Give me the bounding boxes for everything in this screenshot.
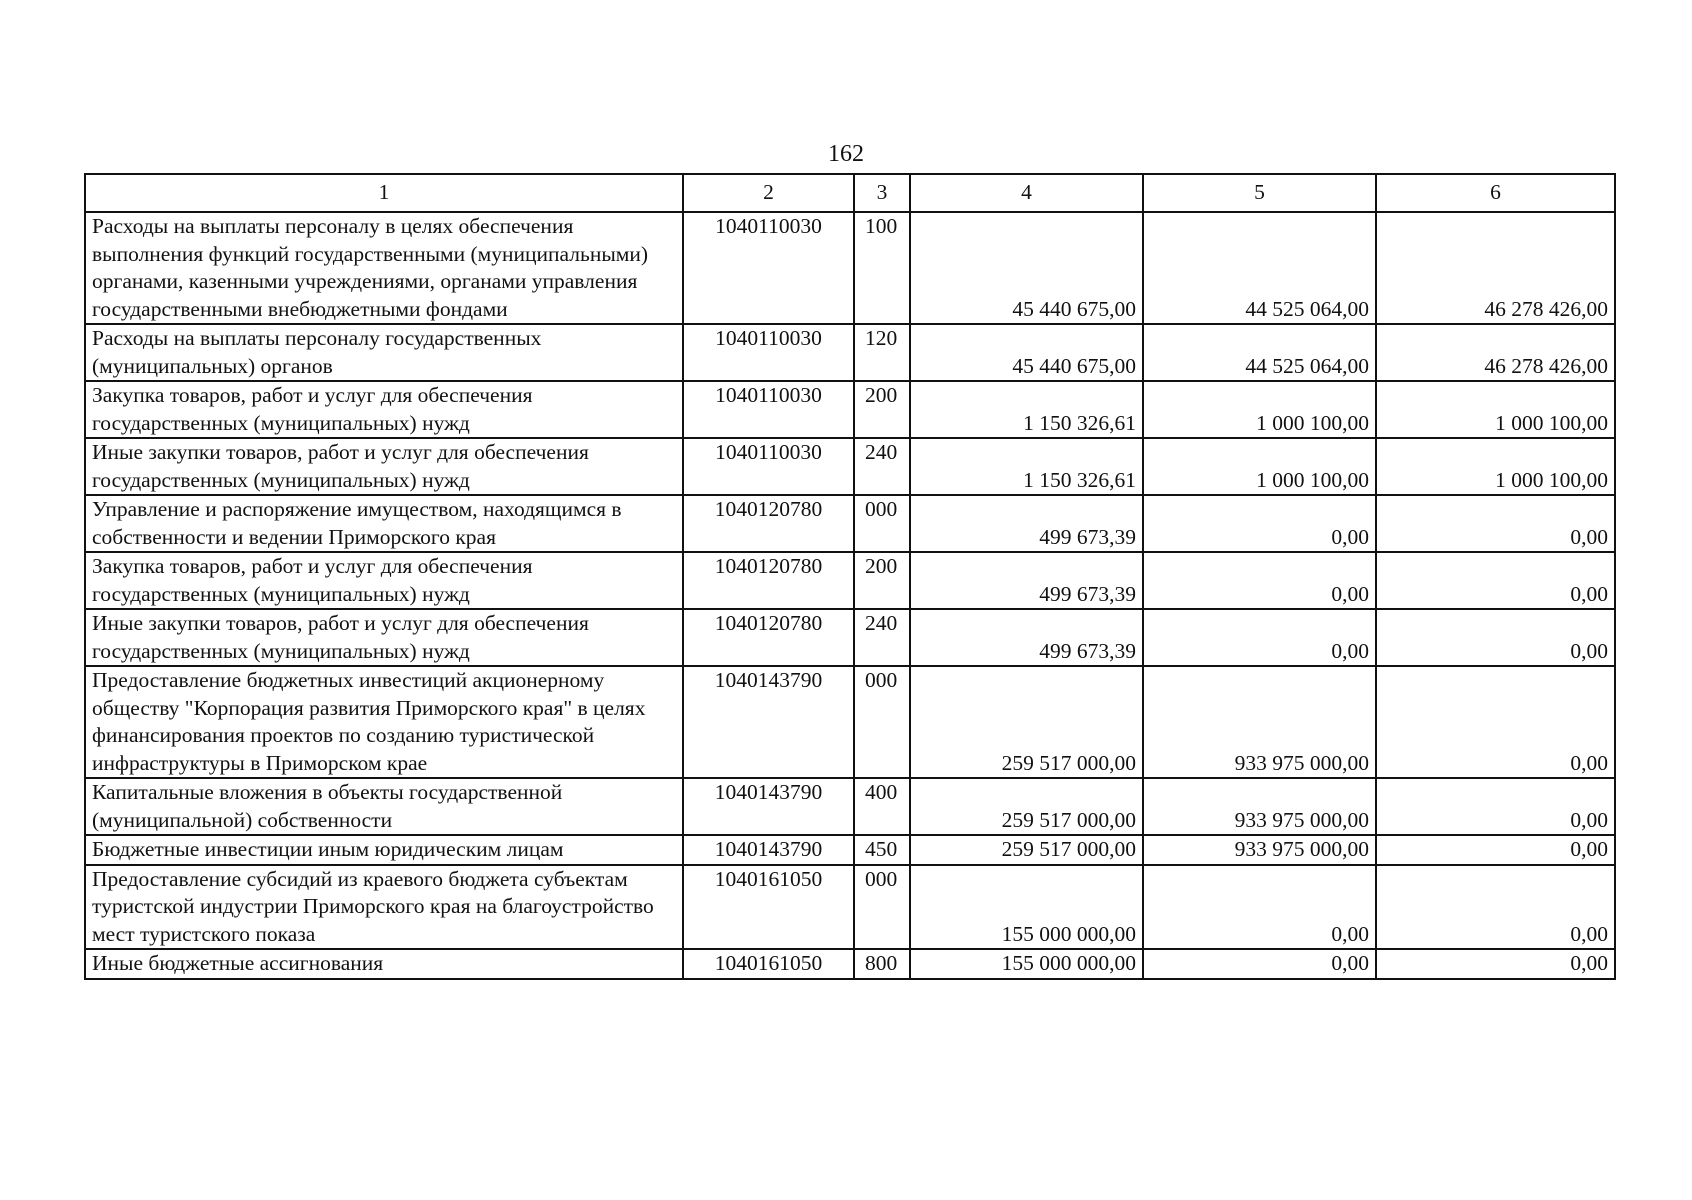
amount-col-6: 0,00	[1376, 609, 1615, 666]
amount-col-5: 1 000 100,00	[1143, 381, 1376, 438]
amount-col-6: 0,00	[1376, 949, 1615, 979]
expense-name: Иные закупки товаров, работ и услуг для обеспечения государственных (муниципальных) нужд	[85, 438, 683, 495]
expense-name: Предоставление бюджетных инвестиций акционерному обществу "Корпорация развития Приморского края" в целях финансирования проектов по созданию туристической инфраструктуры в Приморском крае	[85, 666, 683, 778]
expense-name: Расходы на выплаты персоналу в целях обеспечения выполнения функций государственными (муниципальными) органами, казенными учреждениями, органами управления государственными внебюджетными фондами	[85, 212, 683, 324]
target-code: 1040110030	[683, 324, 854, 381]
target-code: 1040143790	[683, 666, 854, 778]
target-code: 1040120780	[683, 552, 854, 609]
expense-name: Расходы на выплаты персоналу государственных (муниципальных) органов	[85, 324, 683, 381]
amount-col-4: 155 000 000,00	[910, 865, 1143, 950]
expense-name: Предоставление субсидий из краевого бюджета субъектам туристской индустрии Приморского края на благоустройство мест туристского показа	[85, 865, 683, 950]
amount-col-4: 1 150 326,61	[910, 438, 1143, 495]
table-row	[85, 666, 1615, 778]
amount-col-5: 933 975 000,00	[1143, 778, 1376, 835]
table-row	[85, 324, 1615, 381]
expense-name: Бюджетные инвестиции иным юридическим лицам	[85, 835, 683, 865]
amount-col-6: 1 000 100,00	[1376, 438, 1615, 495]
table-row	[85, 949, 1615, 979]
amount-col-4: 155 000 000,00	[910, 949, 1143, 979]
table-row	[85, 778, 1615, 835]
expense-type-code: 200	[854, 552, 910, 609]
header-cell: 1	[85, 174, 683, 212]
amount-col-6: 46 278 426,00	[1376, 324, 1615, 381]
target-code: 1040143790	[683, 835, 854, 865]
expense-type-code: 400	[854, 778, 910, 835]
header-cell: 6	[1376, 174, 1615, 212]
expense-type-code: 000	[854, 865, 910, 950]
amount-col-4: 1 150 326,61	[910, 381, 1143, 438]
amount-col-5: 0,00	[1143, 865, 1376, 950]
expense-type-code: 450	[854, 835, 910, 865]
amount-col-6: 46 278 426,00	[1376, 212, 1615, 324]
amount-col-4: 499 673,39	[910, 552, 1143, 609]
expense-name: Иные закупки товаров, работ и услуг для обеспечения государственных (муниципальных) нужд	[85, 609, 683, 666]
expense-name: Закупка товаров, работ и услуг для обеспечения государственных (муниципальных) нужд	[85, 381, 683, 438]
target-code: 1040120780	[683, 495, 854, 552]
expense-type-code: 200	[854, 381, 910, 438]
target-code: 1040110030	[683, 438, 854, 495]
table-row	[85, 212, 1615, 324]
amount-col-5: 44 525 064,00	[1143, 324, 1376, 381]
amount-col-4: 259 517 000,00	[910, 778, 1143, 835]
page-number: 162	[828, 141, 864, 167]
amount-col-6: 0,00	[1376, 778, 1615, 835]
amount-col-5: 1 000 100,00	[1143, 438, 1376, 495]
table-row	[85, 381, 1615, 438]
target-code: 1040110030	[683, 212, 854, 324]
header-cell: 3	[854, 174, 910, 212]
expense-type-code: 800	[854, 949, 910, 979]
amount-col-6: 0,00	[1376, 666, 1615, 778]
amount-col-5: 0,00	[1143, 495, 1376, 552]
target-code: 1040161050	[683, 865, 854, 950]
expense-type-code: 120	[854, 324, 910, 381]
amount-col-4: 259 517 000,00	[910, 666, 1143, 778]
expense-name: Иные бюджетные ассигнования	[85, 949, 683, 979]
expense-type-code: 100	[854, 212, 910, 324]
amount-col-4: 259 517 000,00	[910, 835, 1143, 865]
expense-type-code: 000	[854, 666, 910, 778]
amount-col-6: 0,00	[1376, 865, 1615, 950]
amount-col-4: 499 673,39	[910, 495, 1143, 552]
expense-type-code: 000	[854, 495, 910, 552]
expense-name: Закупка товаров, работ и услуг для обеспечения государственных (муниципальных) нужд	[85, 552, 683, 609]
table-row	[85, 609, 1615, 666]
header-cell: 5	[1143, 174, 1376, 212]
target-code: 1040120780	[683, 609, 854, 666]
amount-col-5: 0,00	[1143, 552, 1376, 609]
budget-table	[84, 173, 1616, 980]
amount-col-6: 0,00	[1376, 495, 1615, 552]
target-code: 1040161050	[683, 949, 854, 979]
amount-col-6: 1 000 100,00	[1376, 381, 1615, 438]
amount-col-5: 0,00	[1143, 949, 1376, 979]
target-code: 1040143790	[683, 778, 854, 835]
expense-type-code: 240	[854, 609, 910, 666]
expense-name: Управление и распоряжение имуществом, находящимся в собственности и ведении Приморского края	[85, 495, 683, 552]
amount-col-6: 0,00	[1376, 835, 1615, 865]
header-cell: 2	[683, 174, 854, 212]
amount-col-5: 0,00	[1143, 609, 1376, 666]
amount-col-6: 0,00	[1376, 552, 1615, 609]
header-cell: 4	[910, 174, 1143, 212]
table-row	[85, 438, 1615, 495]
amount-col-5: 933 975 000,00	[1143, 666, 1376, 778]
expense-name: Капитальные вложения в объекты государственной (муниципальной) собственности	[85, 778, 683, 835]
target-code: 1040110030	[683, 381, 854, 438]
table-row	[85, 865, 1615, 950]
amount-col-4: 45 440 675,00	[910, 324, 1143, 381]
table-row	[85, 552, 1615, 609]
amount-col-5: 933 975 000,00	[1143, 835, 1376, 865]
table-row	[85, 835, 1615, 865]
expense-type-code: 240	[854, 438, 910, 495]
amount-col-5: 44 525 064,00	[1143, 212, 1376, 324]
table-row	[85, 495, 1615, 552]
amount-col-4: 45 440 675,00	[910, 212, 1143, 324]
table-header-row	[85, 174, 1615, 212]
amount-col-4: 499 673,39	[910, 609, 1143, 666]
